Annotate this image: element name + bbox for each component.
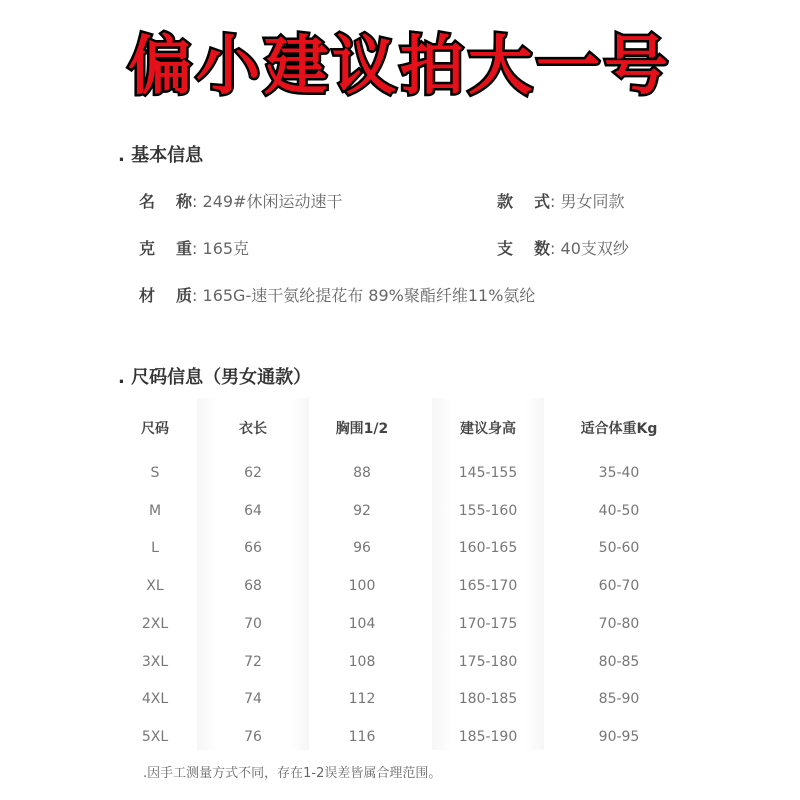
cell-size: 2XL xyxy=(141,615,169,632)
cell-chest: 100 xyxy=(348,578,376,595)
warning-banner xyxy=(0,22,800,112)
size-col-height xyxy=(432,398,544,750)
banner-text: 偏小建议拍大一号 xyxy=(128,30,672,104)
cell-weight: 40-50 xyxy=(598,502,640,519)
info-count-label: 支数 xyxy=(497,239,551,258)
info-count-value: : 40支双纱 xyxy=(550,239,629,258)
size-table xyxy=(100,398,720,750)
cell-size: M xyxy=(148,502,162,519)
cell-size: 3XL xyxy=(141,653,169,670)
header-size: 尺码 xyxy=(141,421,169,437)
cell-weight: 35-40 xyxy=(598,465,640,481)
cell-chest: 112 xyxy=(348,691,376,708)
cell-height: 160-165 xyxy=(458,540,518,557)
size-col-chest xyxy=(306,398,418,750)
cell-weight: 80-85 xyxy=(598,653,640,670)
header-chest: 胸围1/2 xyxy=(335,421,389,437)
cell-chest: 96 xyxy=(353,540,371,557)
cell-size: 5XL xyxy=(141,728,169,745)
cell-chest: 108 xyxy=(348,653,376,670)
info-name-label: 名称 xyxy=(139,192,193,211)
info-name-row xyxy=(139,189,342,212)
info-weight-label: 克重 xyxy=(139,239,193,258)
info-style-label: 款式 xyxy=(497,192,551,211)
cell-height: 180-185 xyxy=(458,691,518,708)
cell-height: 170-175 xyxy=(458,615,518,632)
size-info-title: . 尺码信息（男女通款） xyxy=(118,367,312,388)
cell-size: XL xyxy=(146,578,164,595)
info-style-value: : 男女同款 xyxy=(550,192,625,211)
cell-height: 145-155 xyxy=(458,465,518,481)
info-material-row xyxy=(139,283,535,306)
cell-chest: 104 xyxy=(348,615,376,632)
cell-length: 74 xyxy=(244,691,262,708)
info-style-row xyxy=(497,189,625,212)
cell-size: 4XL xyxy=(141,691,169,708)
cell-weight: 50-60 xyxy=(598,540,640,557)
cell-weight: 85-90 xyxy=(598,691,640,708)
cell-height: 165-170 xyxy=(458,578,518,595)
cell-weight: 70-80 xyxy=(598,615,640,632)
cell-height: 155-160 xyxy=(458,502,518,519)
cell-weight: 60-70 xyxy=(598,578,640,595)
cell-size: S xyxy=(150,465,160,481)
cell-weight: 90-95 xyxy=(598,728,640,745)
size-col-size xyxy=(105,398,205,750)
cell-length: 68 xyxy=(244,578,262,595)
header-weight: 适合体重Kg xyxy=(580,421,658,437)
info-material-value: : 165G-速干氨纶提花布 89%聚酯纤维11%氨纶 xyxy=(192,286,536,305)
cell-length: 76 xyxy=(244,728,262,745)
cell-height: 175-180 xyxy=(458,653,518,670)
info-weight-row xyxy=(139,236,249,259)
info-name-value: : 249#休闲运动速干 xyxy=(192,192,343,211)
cell-length: 62 xyxy=(244,465,262,481)
cell-length: 70 xyxy=(244,615,262,632)
cell-size: L xyxy=(151,540,159,557)
header-length: 衣长 xyxy=(239,421,267,437)
cell-chest: 88 xyxy=(353,465,371,481)
measurement-note: .因手工测量方式不同，存在1-2误差皆属合理范围。 xyxy=(143,766,442,781)
info-weight-value: : 165克 xyxy=(192,239,250,258)
cell-chest: 92 xyxy=(353,502,371,519)
header-height: 建议身高 xyxy=(460,421,516,437)
cell-chest: 116 xyxy=(348,728,376,745)
cell-length: 64 xyxy=(244,502,262,519)
cell-height: 185-190 xyxy=(458,728,518,745)
info-material-label: 材质 xyxy=(139,286,193,305)
basic-info-title: . 基本信息 xyxy=(118,145,204,166)
info-count-row xyxy=(497,236,629,259)
cell-length: 66 xyxy=(244,540,262,557)
cell-length: 72 xyxy=(244,653,262,670)
size-col-length xyxy=(197,398,309,750)
size-col-weight xyxy=(554,398,684,750)
